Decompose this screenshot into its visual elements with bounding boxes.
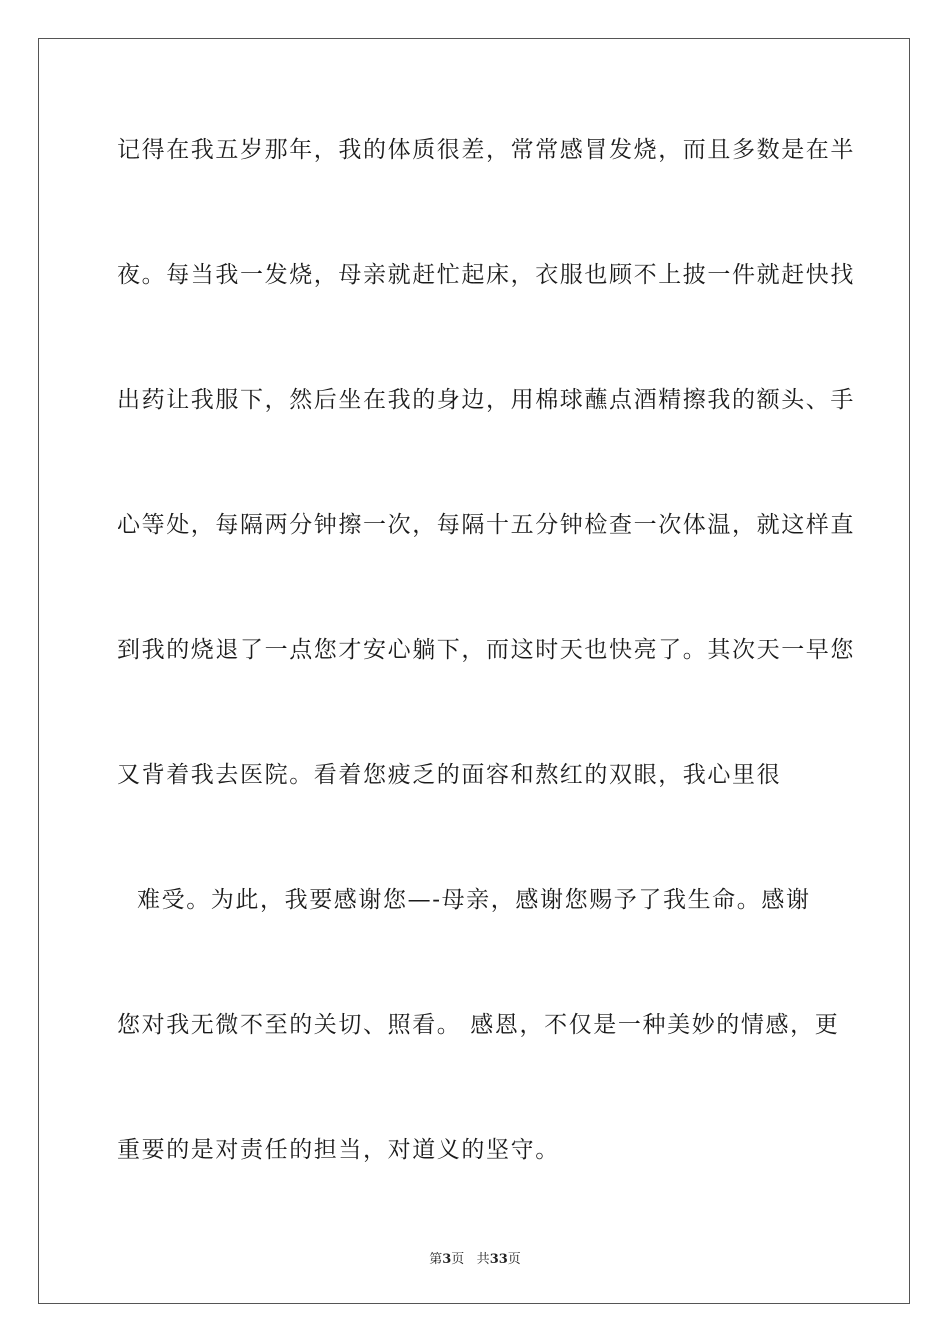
paragraph-line-8: 您对我无微不至的关切、照看。 感恩，不仅是一种美妙的情感，更 xyxy=(117,1012,840,1038)
paragraph-line-3: 出药让我服下，然后坐在我的身边，用棉球蘸点酒精擦我的额头、手 xyxy=(117,387,855,413)
page-prefix: 第 xyxy=(429,1252,443,1267)
total-prefix: 共 xyxy=(476,1252,490,1267)
paragraph-line-6: 又背着我去医院。看着您疲乏的面容和熬红的双眼，我心里很 xyxy=(117,762,782,788)
total-suffix: 页 xyxy=(507,1252,521,1267)
paragraph-line-9: 重要的是对责任的担当，对道义的坚守。 xyxy=(117,1137,560,1163)
paragraph-line-1: 记得在我五岁那年，我的体质很差，常常感冒发烧，而且多数是在半 xyxy=(117,137,855,163)
page-suffix: 页 xyxy=(451,1252,465,1267)
paragraph-line-7: 难受。为此，我要感谢您—-母亲，感谢您赐予了我生命。感谢 xyxy=(137,887,811,913)
total-pages: 33 xyxy=(489,1252,508,1267)
paragraph-line-5: 到我的烧退了一点您才安心躺下，而这时天也快亮了。其次天一早您 xyxy=(117,637,855,663)
paragraph-line-2: 夜。每当我一发烧，母亲就赶忙起床，衣服也顾不上披一件就赶快找 xyxy=(117,262,855,288)
page-number: 3 xyxy=(442,1252,452,1267)
paragraph-line-4: 心等处，每隔两分钟擦一次，每隔十五分钟检查一次体温，就这样直 xyxy=(117,512,855,538)
page-border xyxy=(38,38,910,1304)
page-footer xyxy=(0,1248,950,1267)
